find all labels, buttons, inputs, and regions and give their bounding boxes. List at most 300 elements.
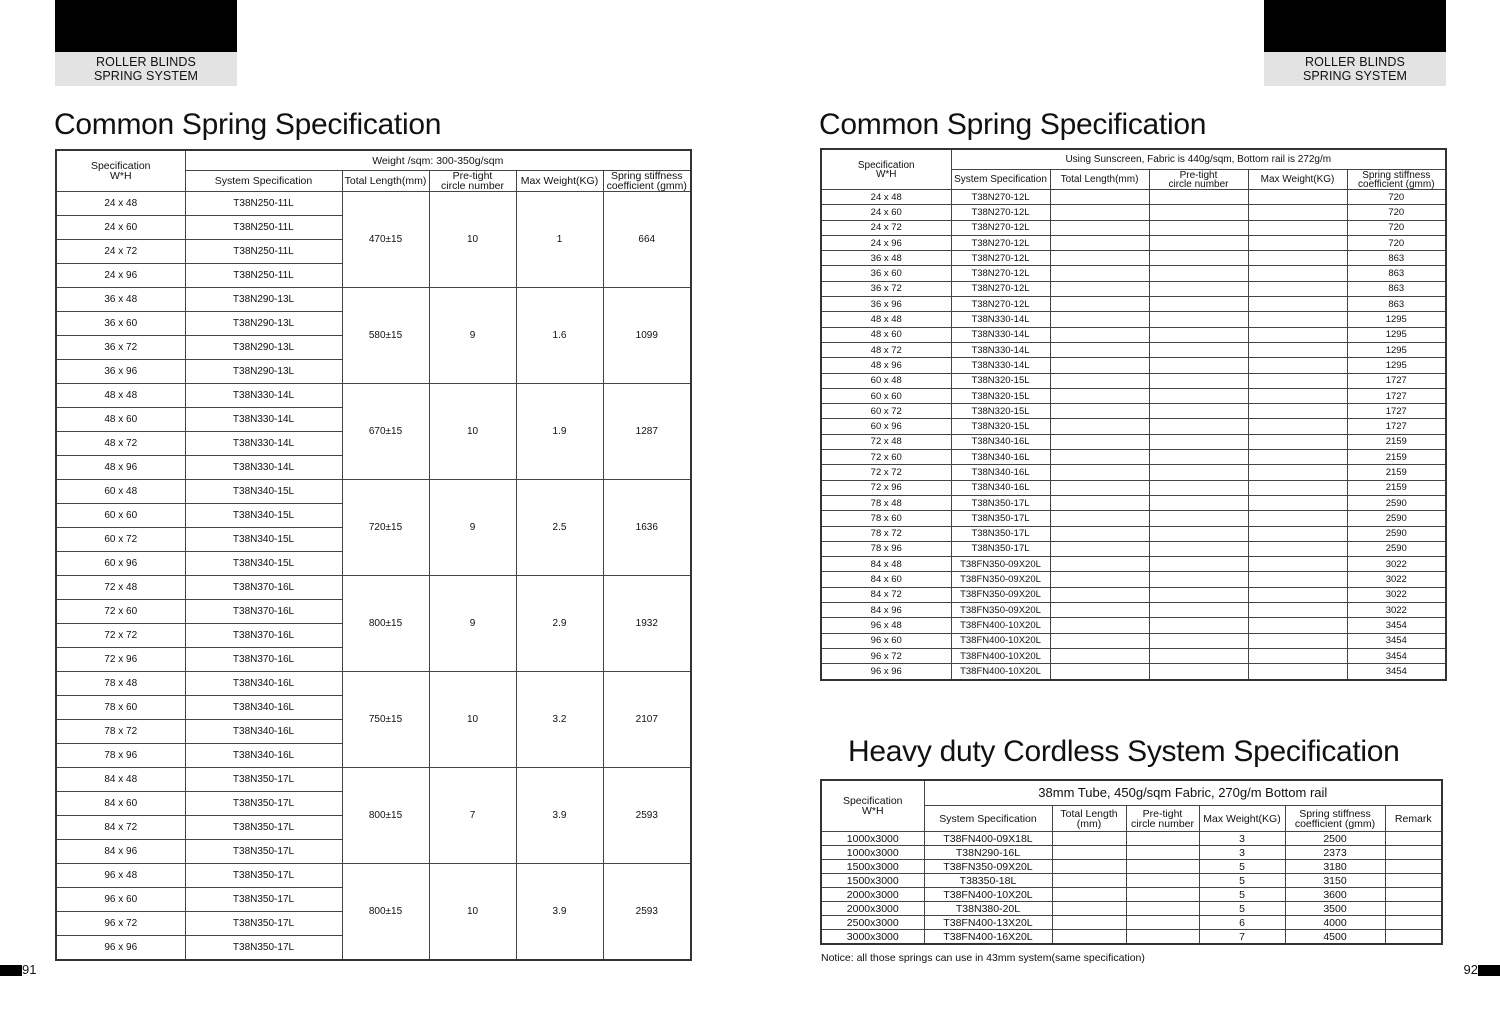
cell-pretight: [1149, 235, 1248, 250]
cell-system-spec: T38N340-16L: [185, 744, 342, 768]
cell-max-weight: [1248, 342, 1347, 357]
cell-length: 470±15: [342, 192, 429, 288]
cell-stiffness: 1295: [1347, 327, 1446, 342]
notice-text: Notice: all those springs can use in 43mm system(same specification): [821, 952, 1145, 964]
cell-stiffness: 2590: [1347, 511, 1446, 526]
cell-size: 60 x 72: [56, 528, 185, 552]
table-row: [821, 419, 1446, 434]
cell-system-spec: T38N320-15L: [951, 388, 1050, 403]
cell-size: 78 x 48: [56, 672, 185, 696]
cell-max-weight: 6: [1199, 916, 1285, 930]
col-total-length: Total Length(mm): [342, 171, 429, 192]
cell-stiffness: 2500: [1285, 832, 1385, 846]
header-label-line1: ROLLER BLINDS: [96, 55, 196, 69]
cell-system-spec: T38N340-15L: [185, 504, 342, 528]
cell-size: 84 x 96: [56, 840, 185, 864]
cell-pretight: [1149, 557, 1248, 572]
table-row: [821, 297, 1446, 312]
table-row: [821, 450, 1446, 465]
cell-system-spec: T38N340-16L: [185, 696, 342, 720]
cell-size: 24 x 72: [821, 220, 951, 235]
cell-size: 78 x 96: [56, 744, 185, 768]
cell-stiffness: 4000: [1285, 916, 1385, 930]
cell-max-weight: [1248, 633, 1347, 648]
cell-total-length: [1050, 297, 1149, 312]
cell-weight: 3.9: [516, 768, 603, 864]
table-row: [821, 205, 1446, 220]
cell-max-weight: [1248, 358, 1347, 373]
cell-max-weight: [1248, 373, 1347, 388]
cell-total-length: [1050, 541, 1149, 556]
cell-max-weight: [1248, 220, 1347, 235]
table-row: [821, 388, 1446, 403]
cell-total-length: [1050, 572, 1149, 587]
cell-stiffness: 2590: [1347, 541, 1446, 556]
cell-max-weight: [1248, 495, 1347, 510]
cell-size: 72 x 48: [821, 434, 951, 449]
cell-size: 72 x 48: [56, 576, 185, 600]
cell-stiffness: 1295: [1347, 312, 1446, 327]
cell-total-length: [1050, 281, 1149, 296]
right-page-title: Common Spring Specification: [819, 108, 1207, 141]
cell-system-spec: T38N290-16L: [924, 846, 1052, 860]
cell-pretight: 10: [429, 864, 516, 961]
cell-max-weight: [1248, 618, 1347, 633]
cell-length: 720±15: [342, 480, 429, 576]
cell-pretight: [1149, 465, 1248, 480]
cell-pretight: [1149, 404, 1248, 419]
cell-remark: [1385, 874, 1442, 888]
table-row: [821, 846, 1442, 860]
cell-pretight: [1149, 251, 1248, 266]
cell-size: 48 x 60: [56, 408, 185, 432]
cell-length: 800±15: [342, 768, 429, 864]
cell-total-length: [1050, 419, 1149, 434]
col-max-weight: Max Weight(KG): [1199, 806, 1285, 832]
col-system-spec: System Specification: [951, 170, 1050, 190]
cell-pretight: [1149, 434, 1248, 449]
cell-max-weight: [1248, 266, 1347, 281]
cell-system-spec: T38N330-14L: [185, 432, 342, 456]
cell-weight: 1: [516, 192, 603, 288]
cell-max-weight: 7: [1199, 930, 1285, 945]
header-badge-right: [1264, 0, 1446, 86]
cell-system-spec: T38FN350-09X20L: [951, 557, 1050, 572]
cell-stiffness: 2107: [603, 672, 691, 768]
cell-remark: [1385, 888, 1442, 902]
cell-max-weight: 3: [1199, 846, 1285, 860]
cell-system-spec: T38N340-16L: [951, 480, 1050, 495]
cell-pretight: [1126, 860, 1199, 874]
heavy-duty-table: [820, 779, 1443, 945]
cell-max-weight: [1248, 404, 1347, 419]
table-row: [821, 358, 1446, 373]
cell-total-length: [1052, 860, 1126, 874]
cell-pretight: [1149, 205, 1248, 220]
cell-total-length: [1052, 832, 1126, 846]
cell-size: 24 x 96: [821, 235, 951, 250]
left-spec-table: [55, 149, 692, 961]
cell-total-length: [1050, 235, 1149, 250]
cell-system-spec: T38N320-15L: [951, 419, 1050, 434]
cell-size: 78 x 48: [821, 495, 951, 510]
cell-pretight: [1149, 526, 1248, 541]
cell-size: 2000x3000: [821, 888, 924, 902]
col-max-weight: Max Weight(KG): [516, 171, 603, 192]
table-row: [821, 664, 1446, 680]
cell-max-weight: 5: [1199, 902, 1285, 916]
cell-stiffness: 1727: [1347, 419, 1446, 434]
cell-system-spec: T38N290-13L: [185, 360, 342, 384]
cell-size: 36 x 72: [821, 281, 951, 296]
cell-system-spec: T38FN400-10X20L: [951, 633, 1050, 648]
cell-weight: 1.6: [516, 288, 603, 384]
cell-system-spec: T38FN400-10X20L: [951, 618, 1050, 633]
cell-pretight: 9: [429, 288, 516, 384]
cell-stiffness: 2593: [603, 864, 691, 961]
cell-system-spec: T38N290-13L: [185, 288, 342, 312]
cell-stiffness: 2593: [603, 768, 691, 864]
cell-system-spec: T38N350-17L: [185, 840, 342, 864]
cell-system-spec: T38N330-14L: [951, 312, 1050, 327]
col-pretight: Pre-tight circle number: [1149, 170, 1248, 190]
cell-system-spec: T38N350-17L: [185, 816, 342, 840]
cell-size: 78 x 72: [56, 720, 185, 744]
cell-system-spec: T38N340-16L: [185, 672, 342, 696]
cell-system-spec: T38N340-15L: [185, 528, 342, 552]
cell-size: 72 x 60: [821, 450, 951, 465]
cell-stiffness: 720: [1347, 190, 1446, 205]
cell-pretight: [1149, 419, 1248, 434]
cell-max-weight: [1248, 235, 1347, 250]
cell-size: 36 x 48: [56, 288, 185, 312]
cell-stiffness: 3022: [1347, 587, 1446, 602]
cell-size: 48 x 48: [56, 384, 185, 408]
cell-system-spec: T38N350-17L: [185, 912, 342, 936]
cell-size: 96 x 60: [821, 633, 951, 648]
cell-size: 72 x 60: [56, 600, 185, 624]
cell-total-length: [1050, 266, 1149, 281]
cell-total-length: [1052, 874, 1126, 888]
cell-stiffness: 2159: [1347, 480, 1446, 495]
cell-size: 84 x 48: [821, 557, 951, 572]
cell-size: 96 x 48: [56, 864, 185, 888]
cell-total-length: [1050, 557, 1149, 572]
cell-total-length: [1052, 930, 1126, 945]
cell-weight: 3.9: [516, 864, 603, 961]
table-row: [821, 220, 1446, 235]
table-row: [821, 832, 1442, 846]
table-row: [56, 480, 691, 504]
cell-stiffness: 3454: [1347, 648, 1446, 663]
cell-system-spec: T38N330-14L: [185, 384, 342, 408]
cell-stiffness: 3150: [1285, 874, 1385, 888]
cell-pretight: [1126, 846, 1199, 860]
cell-max-weight: [1248, 297, 1347, 312]
table-row: [821, 930, 1442, 945]
cell-total-length: [1050, 587, 1149, 602]
cell-system-spec: T38N320-15L: [951, 404, 1050, 419]
cell-pretight: [1149, 450, 1248, 465]
cell-stiffness: 3022: [1347, 572, 1446, 587]
cell-remark: [1385, 860, 1442, 874]
cell-pretight: [1149, 541, 1248, 556]
cell-stiffness: 3454: [1347, 664, 1446, 680]
page-marker-bar: [1478, 965, 1500, 976]
cell-max-weight: 3: [1199, 832, 1285, 846]
spec-header: Specification W*H: [56, 150, 185, 192]
table-row: [821, 511, 1446, 526]
header-label-line1: ROLLER BLINDS: [1305, 55, 1405, 69]
cell-total-length: [1050, 465, 1149, 480]
cell-size: 78 x 60: [821, 511, 951, 526]
spec-header: Specification W*H: [821, 149, 951, 190]
cell-stiffness: 1727: [1347, 388, 1446, 403]
cell-stiffness: 3022: [1347, 557, 1446, 572]
cell-length: 580±15: [342, 288, 429, 384]
cell-pretight: [1149, 373, 1248, 388]
cell-size: 48 x 72: [821, 342, 951, 357]
cell-weight: 3.2: [516, 672, 603, 768]
cell-stiffness: 2159: [1347, 465, 1446, 480]
cell-max-weight: [1248, 251, 1347, 266]
cell-size: 24 x 72: [56, 240, 185, 264]
page-number-right: [1464, 962, 1500, 977]
header-label-line2: SPRING SYSTEM: [1302, 69, 1408, 83]
cell-total-length: [1050, 205, 1149, 220]
cell-pretight: 10: [429, 192, 516, 288]
cell-max-weight: [1248, 587, 1347, 602]
cell-size: 84 x 96: [821, 603, 951, 618]
table-row: [821, 266, 1446, 281]
cell-pretight: [1126, 916, 1199, 930]
cell-size: 60 x 72: [821, 404, 951, 419]
cell-remark: [1385, 930, 1442, 945]
cell-size: 96 x 60: [56, 888, 185, 912]
cell-system-spec: T38FN400-10X20L: [951, 664, 1050, 680]
cell-system-spec: T38N270-12L: [951, 220, 1050, 235]
cell-size: 48 x 48: [821, 312, 951, 327]
header-label-line2: SPRING SYSTEM: [93, 69, 199, 83]
cell-size: 60 x 60: [56, 504, 185, 528]
cell-total-length: [1052, 902, 1126, 916]
cell-max-weight: [1248, 281, 1347, 296]
cell-size: 96 x 72: [56, 912, 185, 936]
table-row: [821, 190, 1446, 205]
cell-size: 36 x 72: [56, 336, 185, 360]
table-row: [821, 312, 1446, 327]
cell-size: 2500x3000: [821, 916, 924, 930]
cell-system-spec: T38FN350-09X20L: [951, 572, 1050, 587]
cell-size: 1500x3000: [821, 874, 924, 888]
table-row: [821, 587, 1446, 602]
cell-total-length: [1050, 511, 1149, 526]
cell-size: 96 x 96: [821, 664, 951, 680]
cell-size: 60 x 48: [56, 480, 185, 504]
cell-total-length: [1052, 916, 1126, 930]
cell-system-spec: T38N340-16L: [951, 465, 1050, 480]
cell-system-spec: T38N340-15L: [185, 552, 342, 576]
cell-system-spec: T38N340-15L: [185, 480, 342, 504]
cell-total-length: [1052, 846, 1126, 860]
cell-system-spec: T38N270-12L: [951, 266, 1050, 281]
cell-pretight: [1149, 648, 1248, 663]
cell-pretight: 7: [429, 768, 516, 864]
page-number-text: 91: [22, 962, 37, 977]
cell-stiffness: 1636: [603, 480, 691, 576]
cell-system-spec: T38N270-12L: [951, 235, 1050, 250]
cell-total-length: [1050, 404, 1149, 419]
table-row: [821, 465, 1446, 480]
cell-system-spec: T38N250-11L: [185, 240, 342, 264]
cell-system-spec: T38FN350-09X20L: [924, 860, 1052, 874]
cell-length: 800±15: [342, 576, 429, 672]
heavy-duty-title: Heavy duty Cordless System Specification: [848, 735, 1400, 768]
cell-total-length: [1050, 434, 1149, 449]
cell-system-spec: T38N330-14L: [951, 342, 1050, 357]
cell-stiffness: 1287: [603, 384, 691, 480]
cell-total-length: [1050, 327, 1149, 342]
cell-remark: [1385, 846, 1442, 860]
table-row: [821, 434, 1446, 449]
cell-size: 48 x 96: [821, 358, 951, 373]
cell-size: 96 x 96: [56, 936, 185, 961]
table-row: [821, 902, 1442, 916]
cell-pretight: [1126, 902, 1199, 916]
cell-pretight: [1149, 388, 1248, 403]
cell-pretight: [1149, 297, 1248, 312]
cell-system-spec: T38N350-17L: [185, 768, 342, 792]
table-row: [821, 327, 1446, 342]
cell-max-weight: [1248, 603, 1347, 618]
cell-size: 60 x 96: [56, 552, 185, 576]
cell-size: 84 x 60: [56, 792, 185, 816]
cell-stiffness: 720: [1347, 205, 1446, 220]
cell-max-weight: [1248, 511, 1347, 526]
header-black-bar: [1264, 0, 1446, 52]
cell-system-spec: T38N250-11L: [185, 264, 342, 288]
cell-total-length: [1050, 664, 1149, 680]
cell-remark: [1385, 832, 1442, 846]
cell-system-spec: T38FN400-10X20L: [951, 648, 1050, 663]
table-row: [56, 192, 691, 216]
cell-system-spec: T38N350-17L: [185, 792, 342, 816]
cell-size: 84 x 72: [56, 816, 185, 840]
cell-system-spec: T38FN350-09X20L: [951, 587, 1050, 602]
cell-system-spec: T38N270-12L: [951, 281, 1050, 296]
table-row: [821, 342, 1446, 357]
cell-pretight: [1149, 266, 1248, 281]
cell-max-weight: [1248, 450, 1347, 465]
cell-stiffness: 863: [1347, 297, 1446, 312]
cell-max-weight: [1248, 480, 1347, 495]
cell-stiffness: 4500: [1285, 930, 1385, 945]
table-row: [821, 633, 1446, 648]
cell-size: 72 x 72: [821, 465, 951, 480]
cell-size: 78 x 72: [821, 526, 951, 541]
table-row: [821, 888, 1442, 902]
cell-max-weight: [1248, 312, 1347, 327]
cell-system-spec: T38N330-14L: [951, 358, 1050, 373]
cell-stiffness: 720: [1347, 220, 1446, 235]
cell-pretight: [1149, 312, 1248, 327]
col-system-spec: System Specification: [185, 171, 342, 192]
cell-weight: 2.9: [516, 576, 603, 672]
cell-system-spec: T38N350-17L: [951, 495, 1050, 510]
cell-system-spec: T38350-18L: [924, 874, 1052, 888]
cell-system-spec: T38FN400-13X20L: [924, 916, 1052, 930]
cell-system-spec: T38N320-15L: [951, 373, 1050, 388]
cell-pretight: [1149, 633, 1248, 648]
table-row: [56, 288, 691, 312]
cell-system-spec: T38N350-17L: [185, 936, 342, 961]
table-row: [821, 572, 1446, 587]
col-stiffness: Spring stiffness coefficient (gmm): [1347, 170, 1446, 190]
cell-size: 72 x 96: [821, 480, 951, 495]
cell-size: 72 x 96: [56, 648, 185, 672]
table-row: [821, 618, 1446, 633]
cell-pretight: [1149, 495, 1248, 510]
cell-system-spec: T38N330-14L: [185, 456, 342, 480]
col-pretight: Pre-tight circle number: [1126, 806, 1199, 832]
table-row: [821, 480, 1446, 495]
cell-pretight: [1149, 572, 1248, 587]
table-row: [821, 557, 1446, 572]
table-row: [821, 541, 1446, 556]
table-row: [821, 874, 1442, 888]
cell-system-spec: T38FN400-16X20L: [924, 930, 1052, 945]
table-row: [821, 281, 1446, 296]
cell-pretight: [1149, 342, 1248, 357]
cell-pretight: 10: [429, 672, 516, 768]
cell-stiffness: 863: [1347, 266, 1446, 281]
cell-system-spec: T38N370-16L: [185, 600, 342, 624]
cell-total-length: [1050, 480, 1149, 495]
cell-size: 96 x 72: [821, 648, 951, 663]
cell-size: 48 x 60: [821, 327, 951, 342]
table-row: [821, 495, 1446, 510]
cell-pretight: [1149, 603, 1248, 618]
cell-stiffness: 1932: [603, 576, 691, 672]
group-header: Weight /sqm: 300-350g/sqm: [185, 150, 691, 171]
cell-pretight: 9: [429, 480, 516, 576]
cell-stiffness: 3500: [1285, 902, 1385, 916]
cell-size: 1000x3000: [821, 846, 924, 860]
cell-max-weight: [1248, 557, 1347, 572]
cell-total-length: [1050, 358, 1149, 373]
page-number-text: 92: [1463, 962, 1478, 977]
cell-max-weight: 5: [1199, 860, 1285, 874]
cell-max-weight: [1248, 648, 1347, 663]
table-row: [56, 384, 691, 408]
cell-pretight: [1126, 832, 1199, 846]
cell-max-weight: [1248, 190, 1347, 205]
col-stiffness: Spring stiffness coefficient (gmm): [603, 171, 691, 192]
cell-pretight: [1149, 664, 1248, 680]
cell-stiffness: 1727: [1347, 373, 1446, 388]
cell-pretight: [1149, 358, 1248, 373]
table-row: [821, 648, 1446, 663]
cell-system-spec: T38N270-12L: [951, 190, 1050, 205]
cell-total-length: [1050, 342, 1149, 357]
cell-stiffness: 3454: [1347, 618, 1446, 633]
cell-pretight: [1126, 930, 1199, 945]
cell-size: 48 x 96: [56, 456, 185, 480]
group-header: 38mm Tube, 450g/sqm Fabric, 270g/m Bottom rail: [924, 780, 1442, 806]
cell-max-weight: [1248, 572, 1347, 587]
cell-size: 60 x 48: [821, 373, 951, 388]
cell-total-length: [1050, 495, 1149, 510]
